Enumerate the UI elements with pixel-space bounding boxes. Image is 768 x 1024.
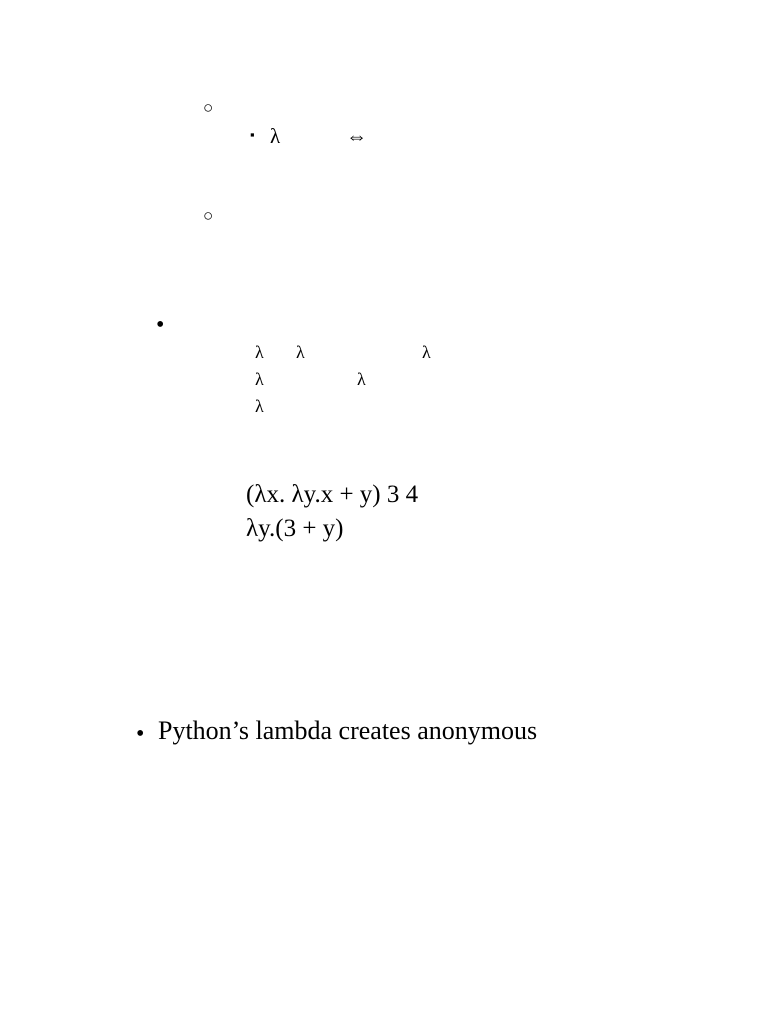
lambda-expression: (λx. λy.x + y) 3 4 <box>246 481 419 508</box>
lambda-result: λy.(3 + y) <box>246 515 344 542</box>
bullet-dot-1: • <box>156 312 165 338</box>
lambda-r1-c1: λ <box>255 342 264 362</box>
lambda-r3-c1: λ <box>255 396 264 416</box>
sub-bullet-hollow-1: ○ <box>203 98 214 117</box>
sub-bullet-hollow-2: ○ <box>203 206 214 225</box>
bullet-dot-2: • <box>136 721 145 747</box>
lambda-r1-c2: λ <box>296 342 305 362</box>
square-bullet: ▪ <box>250 127 255 142</box>
lambda-r1-c3: λ <box>422 342 431 362</box>
square-item-iff-symbol: ⇔ <box>346 124 367 148</box>
lambda-r2-c2: λ <box>357 369 366 389</box>
lambda-r2-c1: λ <box>255 369 264 389</box>
python-lambda-text: Python’s lambda creates anonymous <box>158 716 538 745</box>
square-item-lambda: λ <box>270 124 281 148</box>
